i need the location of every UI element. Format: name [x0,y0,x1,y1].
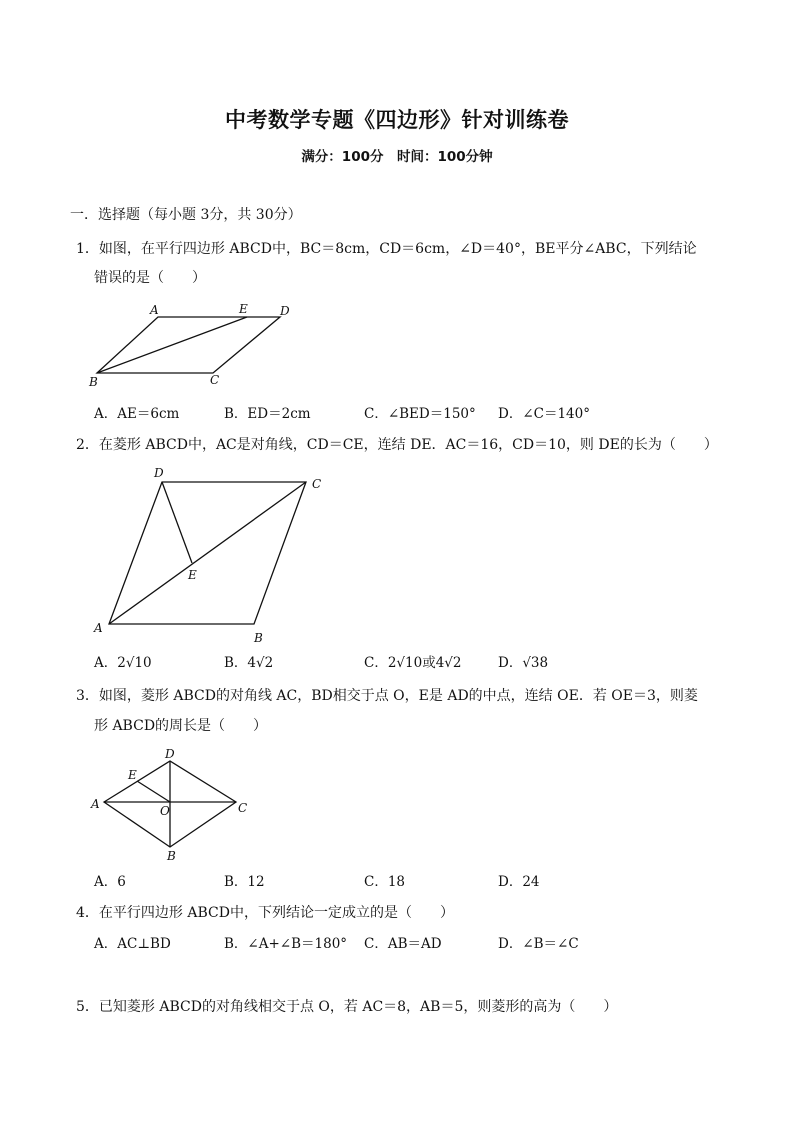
question-1-text: 1．如图，在平行四边形 ABCD中，BC＝8cm，CD＝6cm，∠D＝40°，BE平分∠ABC，下列结论 [76,241,697,257]
segment-be [97,317,247,373]
q1-option-d[interactable]: D．∠C＝140° [498,406,590,422]
question-3-text: 3．如图，菱形 ABCD的对角线 AC，BD相交于点 O，E是 AD的中点，连结 OE．若 OE＝3，则菱 [76,688,698,704]
section-heading: 一．选择题（每小题 3分，共 30分） [70,207,302,223]
q3-option-b[interactable]: B．12 [224,874,265,890]
label-d: D [165,747,175,761]
question-1-figure [84,296,304,396]
label-e: E [128,768,137,782]
label-c: C [210,373,220,387]
label-b: B [89,375,98,389]
question-2-text: 2．在菱形 ABCD中，AC是对角线，CD＝CE，连结 DE．AC＝16，CD＝10，则 DE的长为（ ） [76,437,718,453]
q4-option-d[interactable]: D．∠B＝∠C [498,936,579,952]
label-e: E [188,568,197,582]
label-e: E [239,302,248,316]
label-a: A [94,621,103,635]
q2-option-b[interactable]: B．4√2 [224,655,274,671]
q1-option-a[interactable]: A．AE＝6cm [94,406,180,422]
label-d: D [280,304,290,318]
q3-option-c[interactable]: C．18 [364,874,406,890]
q4-option-a[interactable]: A．AC⊥BD [94,936,171,952]
q3-option-d[interactable]: D．24 [498,874,540,890]
q2-option-c[interactable]: C．2√10或4√2 [364,655,462,671]
q3-option-a[interactable]: A．6 [94,874,126,890]
page-subtitle: 满分：100分 时间：100分钟 [301,149,493,165]
label-c: C [312,477,322,491]
q1-option-b[interactable]: B．ED＝2cm [224,406,311,422]
label-c: C [238,801,248,815]
page-title: 中考数学专题《四边形》针对训练卷 [225,108,569,132]
label-b: B [167,849,176,863]
q1-option-c[interactable]: C．∠BED＝150° [364,406,476,422]
parallelogram-abcd [97,317,280,373]
q4-option-b[interactable]: B．∠A+∠B＝180° [224,936,348,952]
label-o: O [160,804,170,818]
label-d: D [154,466,164,480]
question-4-text: 4．在平行四边形 ABCD中，下列结论一定成立的是（ ） [76,905,454,921]
label-b: B [254,631,263,645]
diagonal-ac [109,482,306,624]
question-2-figure [88,462,338,652]
segment-oe [137,781,170,802]
segment-de [162,482,192,563]
question-5-text: 5．已知菱形 ABCD的对角线相交于点 O，若 AC＝8，AB＝5，则菱形的高为（ ） [76,999,618,1015]
q2-option-a[interactable]: A．2√10 [94,655,152,671]
question-1-text-cont: 错误的是（ ） [94,270,206,286]
label-a: A [150,303,159,317]
q4-option-c[interactable]: C．AB＝AD [364,936,442,952]
question-3-text-cont: 形 ABCD的周长是（ ） [94,718,268,734]
label-a: A [91,797,100,811]
q2-option-d[interactable]: D．√38 [498,655,549,671]
question-3-figure [86,744,256,864]
